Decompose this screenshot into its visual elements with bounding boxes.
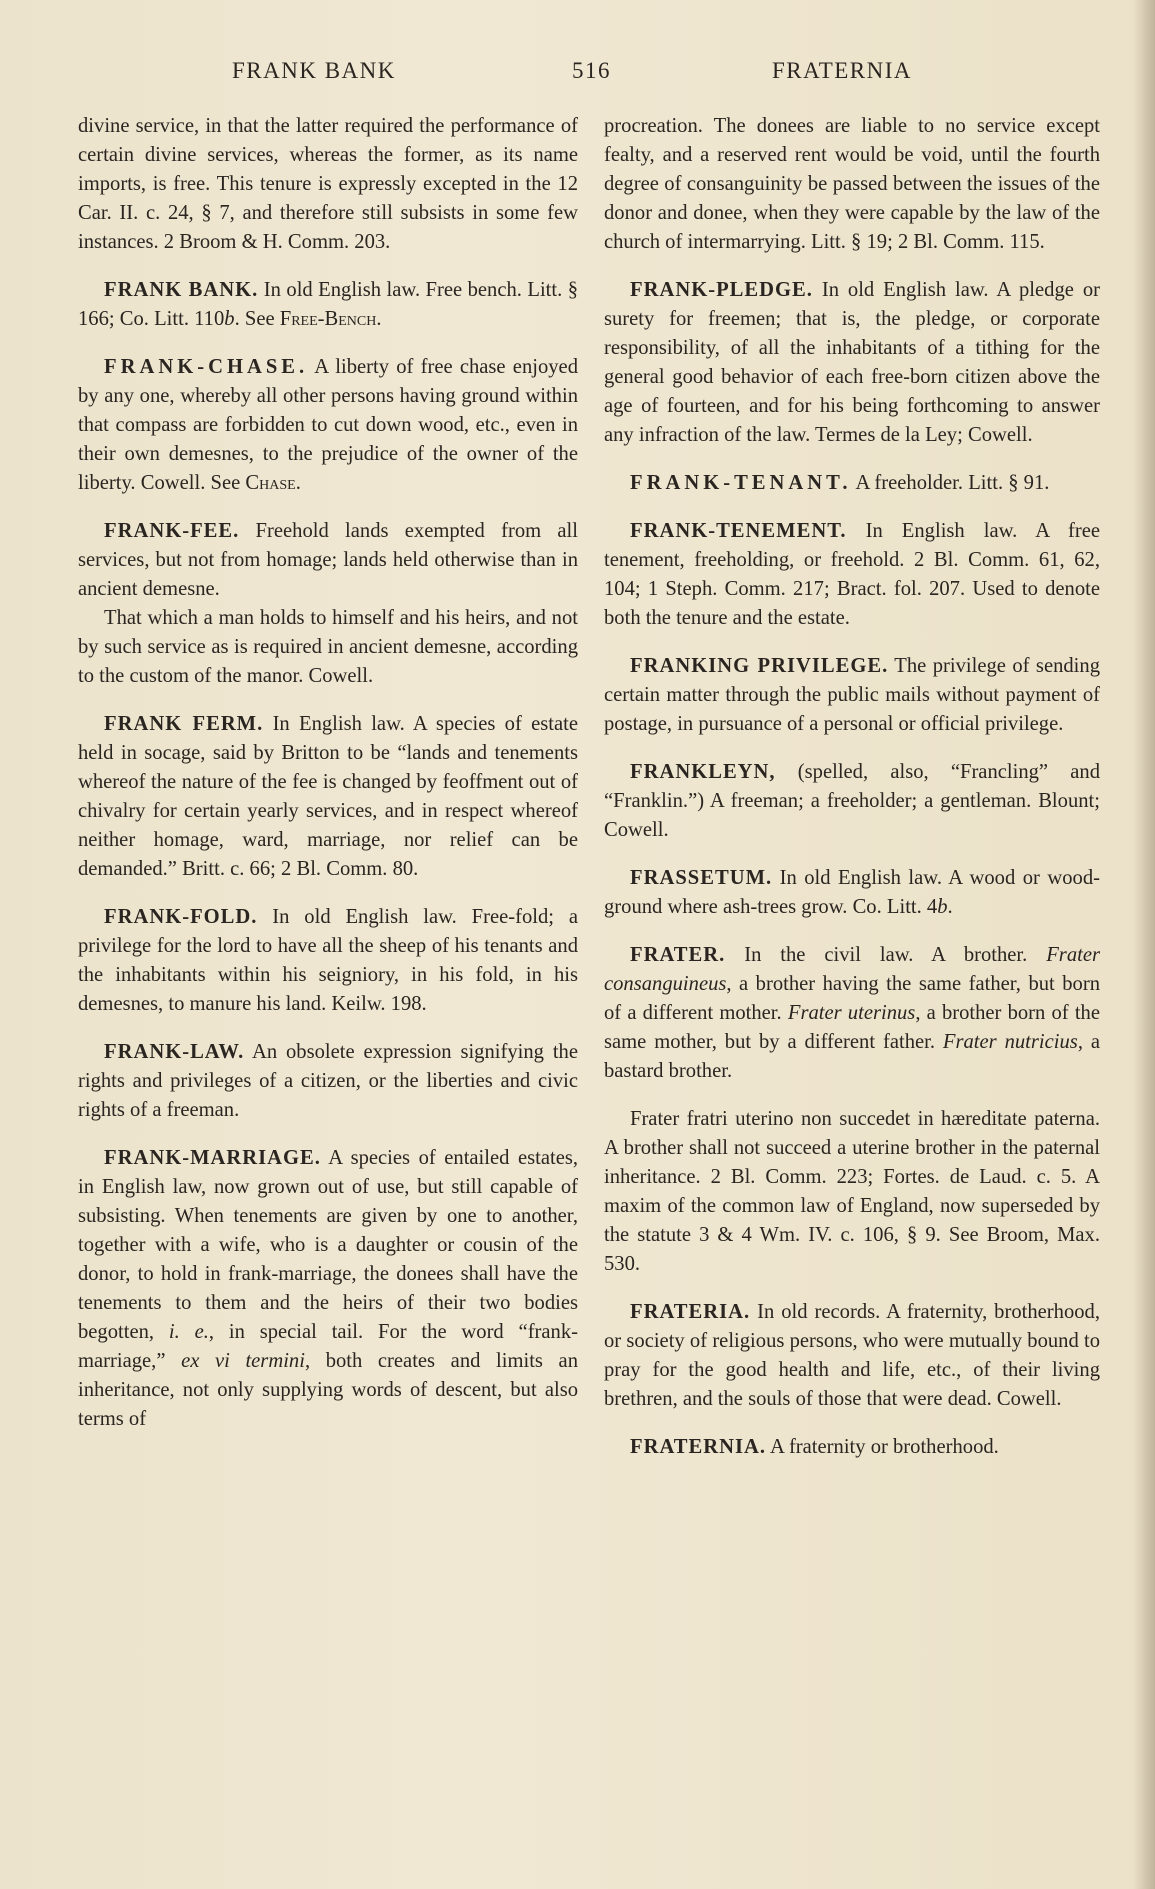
definition-text: (spelled, also, “Francling” and “Franklin.”) A freeman; a freeholder; a gentleman. Blount; Cowell. bbox=[604, 761, 1100, 841]
definition-text: The privilege of sending certain matter through the public mails without payment of postage, in pursuance of a personal or official privilege. bbox=[604, 655, 1100, 735]
latin-term: ex vi termini bbox=[181, 1350, 305, 1372]
entry-frankleyn bbox=[604, 758, 1100, 845]
headword: FRANKING PRIVILEGE. bbox=[630, 655, 889, 677]
definition-text: , both creates and limits an inheritance, not only supplying words of descent, but also terms of bbox=[78, 1350, 578, 1430]
entry-frank-fee-second-paragraph: That which a man holds to himself and his heirs, and not by such service as is required in ancient demesne, according to the custom of the manor. Cowell. bbox=[78, 607, 578, 687]
definition-text: An obsolete expression signifying the rights and privileges of a citizen, or the liberties and civic rights of a freeman. bbox=[78, 1041, 578, 1121]
definition-text: , a brother having the same father, but born of a different mother. bbox=[604, 973, 1100, 1024]
right-column bbox=[604, 112, 1100, 1481]
definition-text: . bbox=[376, 308, 382, 330]
definition-text: b bbox=[224, 308, 235, 330]
definition-text: In old English law. Free-fold; a privilege for the lord to have all the sheep of his tenants and the inhabitants within his seigniory, in his fold, in his demesnes, to manure his land. Keilw. 198. bbox=[78, 906, 578, 1015]
definition-text: . bbox=[947, 896, 953, 918]
definition-text: . See bbox=[234, 308, 280, 330]
definition-text: A liberty of free chase enjoyed by any one, whereby all other persons having ground within that compass are forbidden to cut down wood, etc., even in their own demesnes, to the prejudice of the owner of the liberty. Cowell. See bbox=[78, 356, 578, 494]
definition-text: In old English law. A pledge or surety for freemen; that is, the pledge, or corporate responsibility, of all the inhabitants of a tithing for the general good behavior of each free-born citizen above the age of fourteen, and for his being forthcoming to answer any infraction of the law. Termes de la Ley; Cowell. bbox=[604, 279, 1100, 446]
entry-frank-tenant bbox=[604, 469, 1100, 498]
latin-term: Frater nutricius bbox=[942, 1031, 1078, 1053]
entry-frank-pledge bbox=[604, 276, 1100, 450]
headword: FRANK-FOLD. bbox=[104, 906, 258, 928]
page-number: 516 bbox=[572, 58, 611, 83]
headword: FRANK-FEE. bbox=[104, 520, 240, 542]
definition-text: . bbox=[295, 472, 301, 494]
definition-text: , in special tail. For the word “frank-marriage,” bbox=[78, 1321, 579, 1372]
definition-text: In English law. A species of estate held in socage, said by Britton to be “lands and tenements whereof the nature of the fee is changed by feoffment out of chivalry for certain yearly services, and in respect whereof neither homage, ward, marriage, nor relief can be demanded.” Britt. c. 66; 2 Bl. Comm. 80. bbox=[78, 713, 578, 880]
entry-frank-ferm bbox=[78, 710, 578, 884]
entry-frank-fee bbox=[78, 517, 578, 604]
cross-reference: Free-Bench bbox=[279, 308, 377, 330]
headword: FRANK-PLEDGE. bbox=[630, 279, 813, 301]
header-left-guideword: FRANK BANK bbox=[232, 58, 396, 83]
headword: FRANK-TENEMENT. bbox=[630, 520, 847, 542]
entry-frank-marriage bbox=[78, 1144, 578, 1434]
definition-text: In old English law. A wood or wood-ground where ash-trees grow. Co. Litt. 4 bbox=[604, 867, 1100, 918]
headword: FRANK-CHASE. bbox=[104, 356, 309, 378]
definition-text: In English law. A free tenement, freeholding, or freehold. 2 Bl. Comm. 61, 62, 104; 1 Steph. Comm. 217; Bract. fol. 207. Used to denote both the tenure and the estate. bbox=[604, 520, 1100, 629]
continued-paragraph: divine service, in that the latter required the performance of certain divine services, whereas the former, as its name imports, is free. This tenure is expressly excepted in the 12 Car. II. c. 24, § 7, and therefore still subsists in some few instances. 2 Broom & H. Comm. 203. bbox=[78, 115, 578, 253]
entry-frank-tenement bbox=[604, 517, 1100, 633]
headword: FRANK BANK. bbox=[104, 279, 259, 301]
latin-term: Frater consanguineus bbox=[604, 944, 1100, 995]
headword: FRATER. bbox=[630, 944, 726, 966]
header-right-guideword: FRATERNIA bbox=[772, 58, 913, 83]
headword: FRANKLEYN, bbox=[630, 761, 776, 783]
definition-text: A species of entailed estates, in English law, now grown out of use, but still capable of subsisting. When tenements are given by one to another, together with a wife, who is a daughter or cousin of the donor, to hold in frank-marriage, the donees shall have the tenements to them and the heirs of their two bodies begotten, bbox=[78, 1147, 578, 1343]
headword: FRATERIA. bbox=[630, 1301, 751, 1323]
headword: FRASSETUM. bbox=[630, 867, 773, 889]
entry-frank-chase bbox=[78, 353, 578, 498]
entry-frateria bbox=[604, 1298, 1100, 1414]
definition-text: In old English law. Free bench. Litt. § 166; Co. Litt. 110 bbox=[78, 279, 579, 330]
headword: FRANK FERM. bbox=[104, 713, 264, 735]
entry-franking-privilege bbox=[604, 652, 1100, 739]
entry-frank-fold bbox=[78, 903, 578, 1019]
cross-reference: Chase bbox=[245, 472, 296, 494]
definition-text: , a bastard brother. bbox=[604, 1031, 1101, 1082]
page-edge-shadow bbox=[1133, 0, 1155, 1889]
definition-text: A fraternity or brotherhood. bbox=[766, 1436, 999, 1458]
entry-frater bbox=[604, 941, 1100, 1086]
definition-text: In the civil law. A brother. bbox=[725, 944, 1047, 966]
entry-fraternia bbox=[604, 1433, 1100, 1462]
latin-term: Frater uterinus bbox=[787, 1002, 916, 1024]
headword: FRANK-LAW. bbox=[104, 1041, 245, 1063]
latin-term: i. e. bbox=[168, 1321, 209, 1343]
running-header bbox=[0, 58, 1155, 88]
entry-frassetum bbox=[604, 864, 1100, 922]
definition-text: Freehold lands exempted from all services, but not from homage; lands held otherwise than in ancient demesne. bbox=[78, 520, 578, 600]
definition-text: b bbox=[937, 896, 948, 918]
entry-maxim: Frater fratri uterino non succedet in hæreditate paterna. A brother shall not succeed a uterine brother in the paternal inheritance. 2 Bl. Comm. 223; Fortes. de Laud. c. 5. A maxim of the common law of England, now superseded by the statute 3 & 4 Wm. IV. c. 106, § 9. See Broom, Max. 530. bbox=[604, 1108, 1100, 1275]
continued-paragraph: procreation. The donees are liable to no service except fealty, and a reserved rent would be void, until the fourth degree of consanguinity be passed between the issues of the donor and donee, when they were capable by the law of the church of intermarrying. Litt. § 19; 2 Bl. Comm. 115. bbox=[604, 115, 1100, 253]
entry-frank-law bbox=[78, 1038, 578, 1125]
entry-frank-bank bbox=[78, 276, 578, 334]
definition-text: , a brother born of the same mother, but by a different father. bbox=[604, 1002, 1100, 1053]
headword: FRANK-MARRIAGE. bbox=[104, 1147, 321, 1169]
definition-text: In old records. A fraternity, brotherhood, or society of religious persons, who were mutually bound to pray for the good health and life, etc., of their living brethren, and the souls of those that were dead. Cowell. bbox=[604, 1301, 1100, 1410]
headword: FRANK-TENANT. bbox=[630, 472, 852, 494]
headword: FRATERNIA. bbox=[630, 1436, 767, 1458]
definition-text: A freeholder. Litt. § 91. bbox=[851, 472, 1050, 494]
left-column bbox=[78, 112, 578, 1453]
